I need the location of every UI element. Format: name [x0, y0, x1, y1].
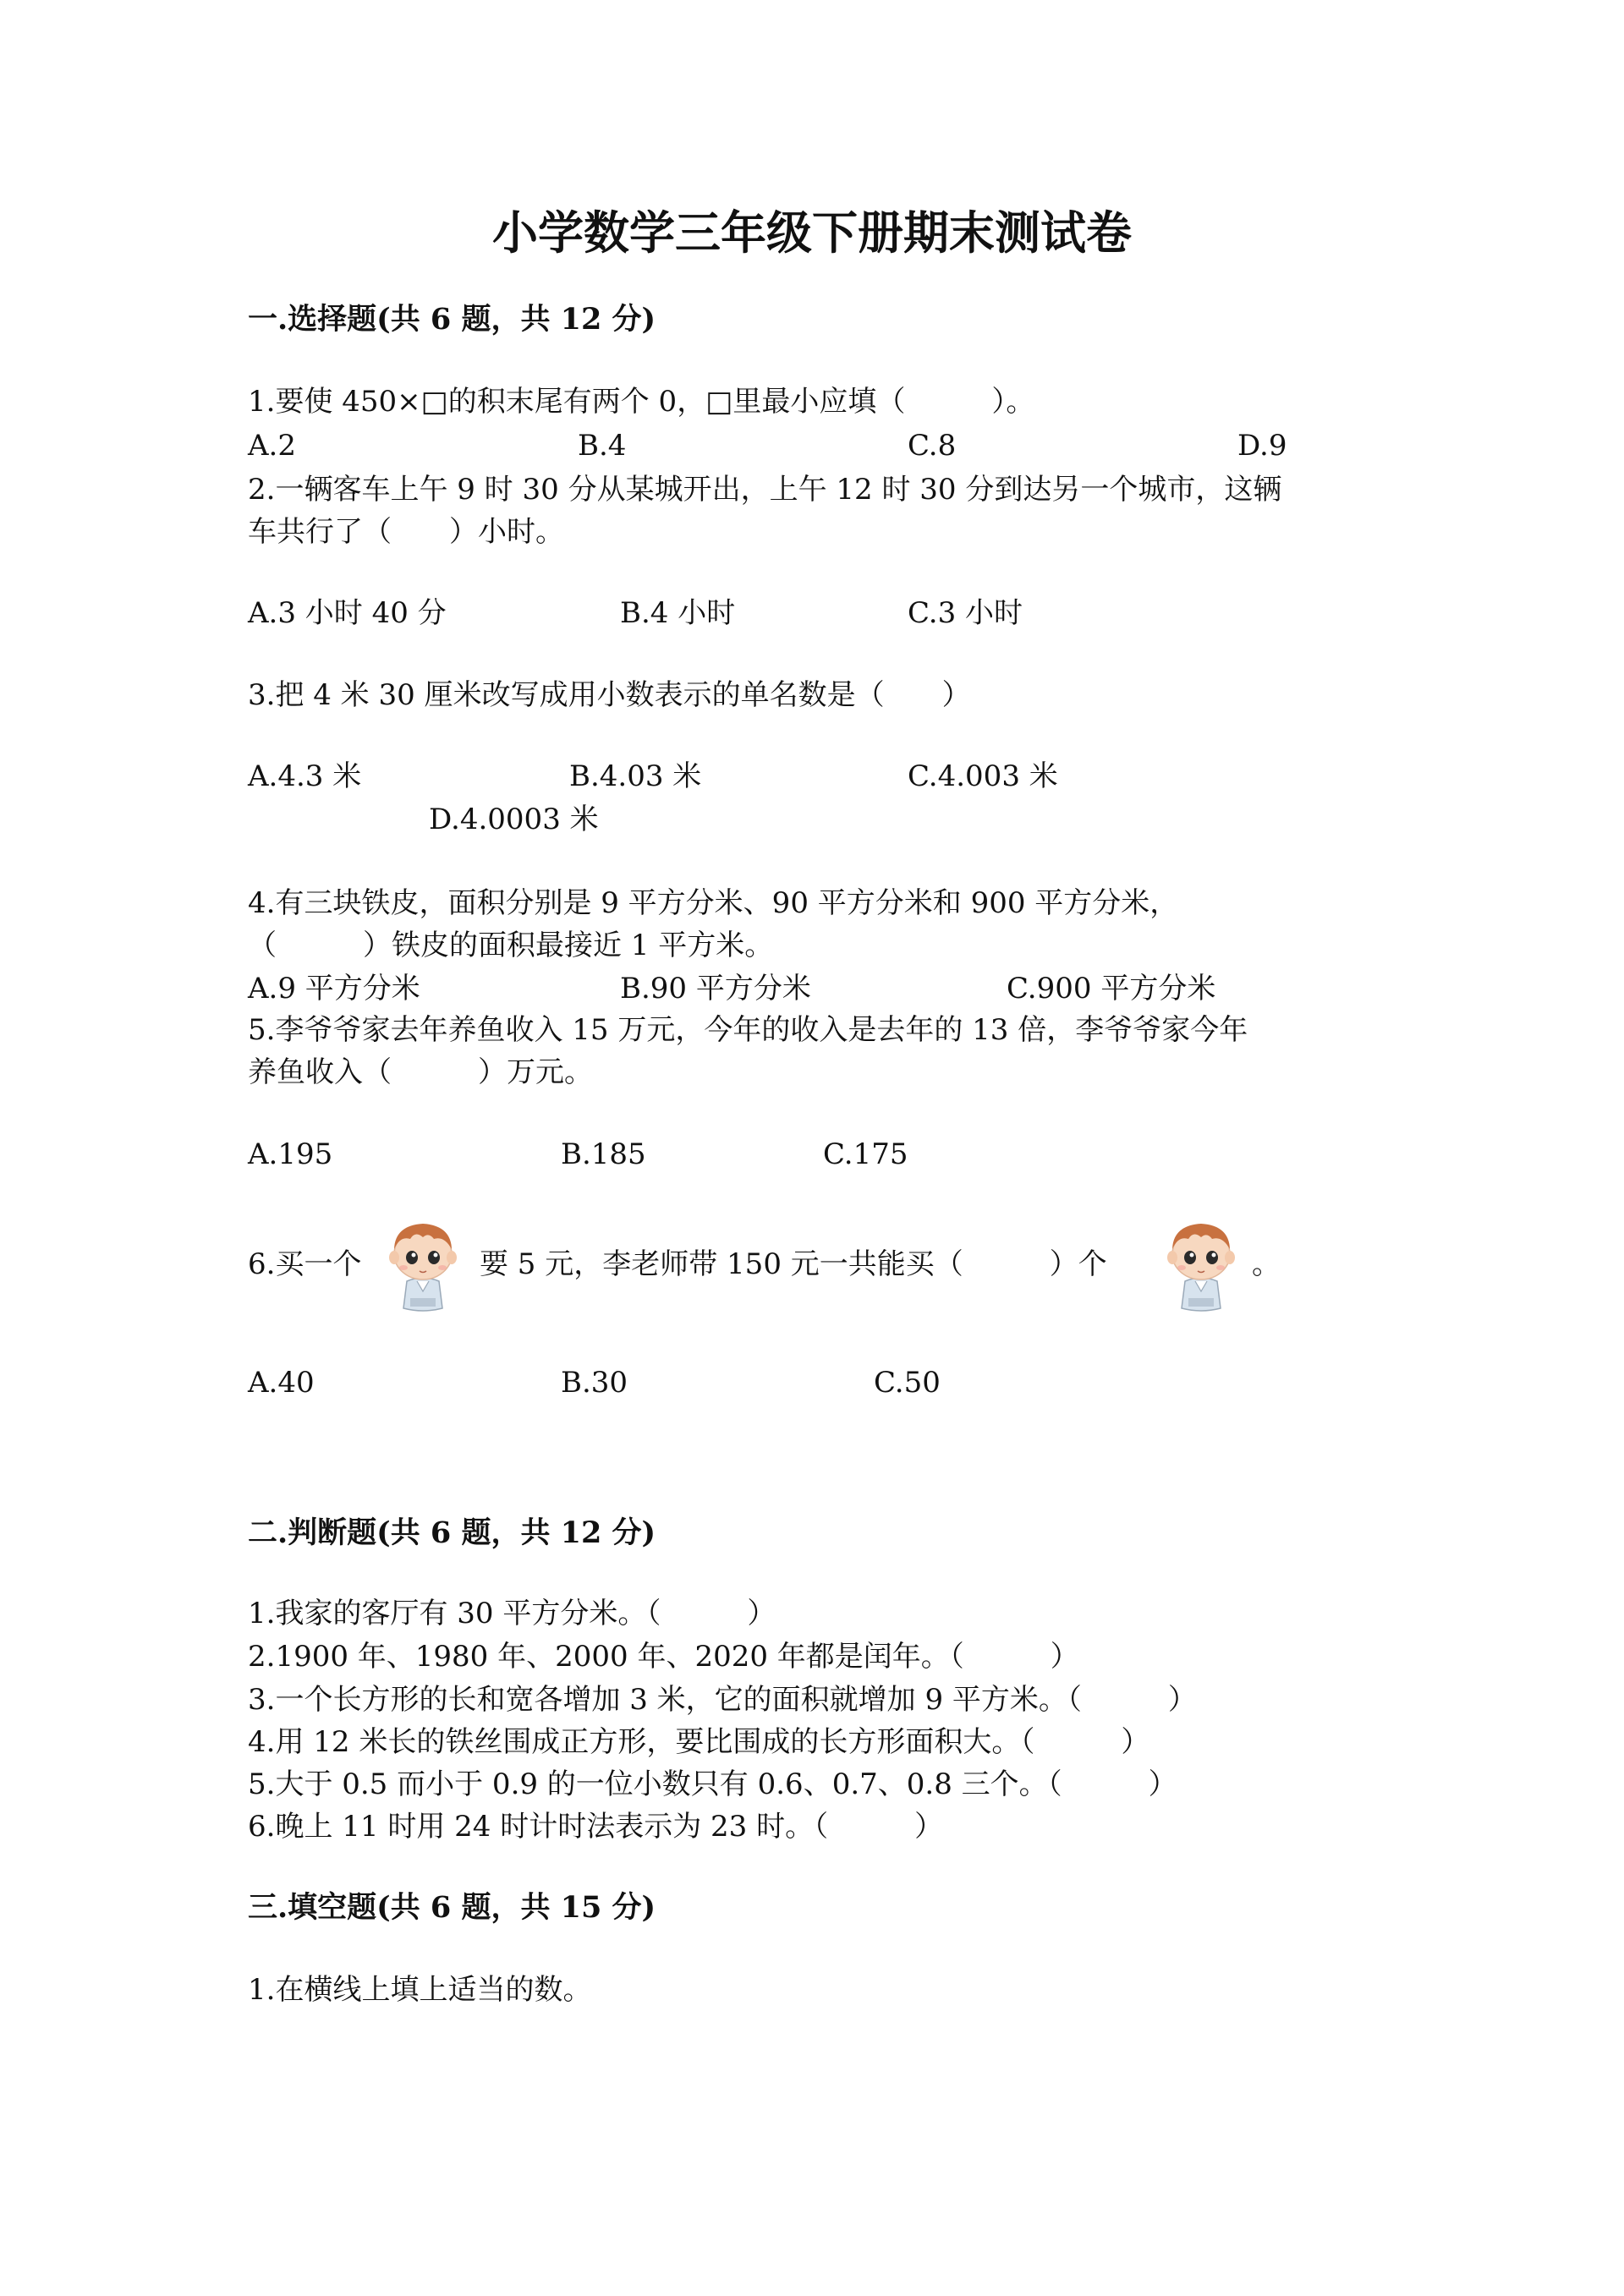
- q5-line2: 养鱼收入（ ）万元。: [248, 1055, 593, 1089]
- q3-option-a: A.4.3 米: [248, 759, 362, 793]
- q4-option-b: B.90 平方分米: [620, 972, 811, 1006]
- judge-item-4: 4.用 12 米长的铁丝围成正方形，要比围成的长方形面积大。（ ）: [248, 1725, 1150, 1759]
- section1-heading: 一.选择题(共 6 题，共 12 分): [248, 302, 656, 337]
- q6-option-c: C.50: [874, 1366, 941, 1400]
- boy-icon: [1163, 1214, 1239, 1315]
- boy-icon: [385, 1214, 461, 1315]
- q6-text-part2: 要 5 元，李老师带 150 元一共能买（ ）个: [480, 1247, 1107, 1281]
- page-title: 小学数学三年级下册期末测试卷: [492, 205, 1132, 260]
- q1-option-a: A.2: [248, 429, 296, 463]
- q4-line2: （ ）铁皮的面积最接近 1 平方米。: [248, 929, 774, 962]
- judge-item-5: 5.大于 0.5 而小于 0.9 的一位小数只有 0.6、0.7、0.8 三个。（ ）: [248, 1767, 1177, 1801]
- section2-heading: 二.判断题(共 6 题，共 12 分): [248, 1515, 656, 1550]
- q4-line1: 4.有三块铁皮，面积分别是 9 平方分米、90 平方分米和 900 平方分米，: [248, 886, 1179, 920]
- q6-option-b: B.30: [561, 1366, 628, 1400]
- q1-text: 1.要使 450×□的积末尾有两个 0，□里最小应填（ ）。: [248, 385, 1035, 419]
- section3-heading: 三.填空题(共 6 题，共 15 分): [248, 1890, 656, 1925]
- q2-option-b: B.4 小时: [620, 596, 736, 630]
- q6-text-part3: 。: [1252, 1247, 1281, 1281]
- q2-option-c: C.3 小时: [908, 596, 1023, 630]
- q6-text-part1: 6.买一个: [248, 1247, 362, 1281]
- fill-q1-text: 1.在横线上填上适当的数。: [248, 1973, 592, 2007]
- q1-option-b: B.4: [578, 429, 627, 463]
- q3-option-d: D.4.0003 米: [429, 803, 599, 836]
- judge-item-6: 6.晚上 11 时用 24 时计时法表示为 23 时。（ ）: [248, 1810, 944, 1844]
- q3-option-b: B.4.03 米: [569, 759, 702, 793]
- q1-option-c: C.8: [908, 429, 957, 463]
- q5-option-c: C.175: [823, 1137, 908, 1171]
- q4-option-a: A.9 平方分米: [248, 972, 420, 1006]
- q3-option-c: C.4.003 米: [908, 759, 1058, 793]
- judge-item-3: 3.一个长方形的长和宽各增加 3 米，它的面积就增加 9 平方米。（ ）: [248, 1683, 1197, 1717]
- judge-item-2: 2.1900 年、1980 年、2000 年、2020 年都是闰年。（ ）: [248, 1640, 1079, 1674]
- q5-option-a: A.195: [248, 1137, 333, 1171]
- q2-option-a: A.3 小时 40 分: [248, 596, 447, 630]
- q6-option-a: A.40: [248, 1366, 315, 1400]
- q1-option-d: D.9: [1237, 429, 1287, 463]
- q3-text: 3.把 4 米 30 厘米改写成用小数表示的单名数是（ ）: [248, 678, 971, 712]
- q2-line2: 车共行了（ ）小时。: [248, 515, 564, 549]
- q5-option-b: B.185: [561, 1137, 646, 1171]
- q4-option-c: C.900 平方分米: [1007, 972, 1216, 1006]
- q5-line1: 5.李爷爷家去年养鱼收入 15 万元，今年的收入是去年的 13 倍，李爷爷家今年: [248, 1013, 1248, 1047]
- q2-line1: 2.一辆客车上午 9 时 30 分从某城开出，上午 12 时 30 分到达另一个城市，这辆: [248, 473, 1282, 507]
- judge-item-1: 1.我家的客厅有 30 平方分米。（ ）: [248, 1597, 776, 1630]
